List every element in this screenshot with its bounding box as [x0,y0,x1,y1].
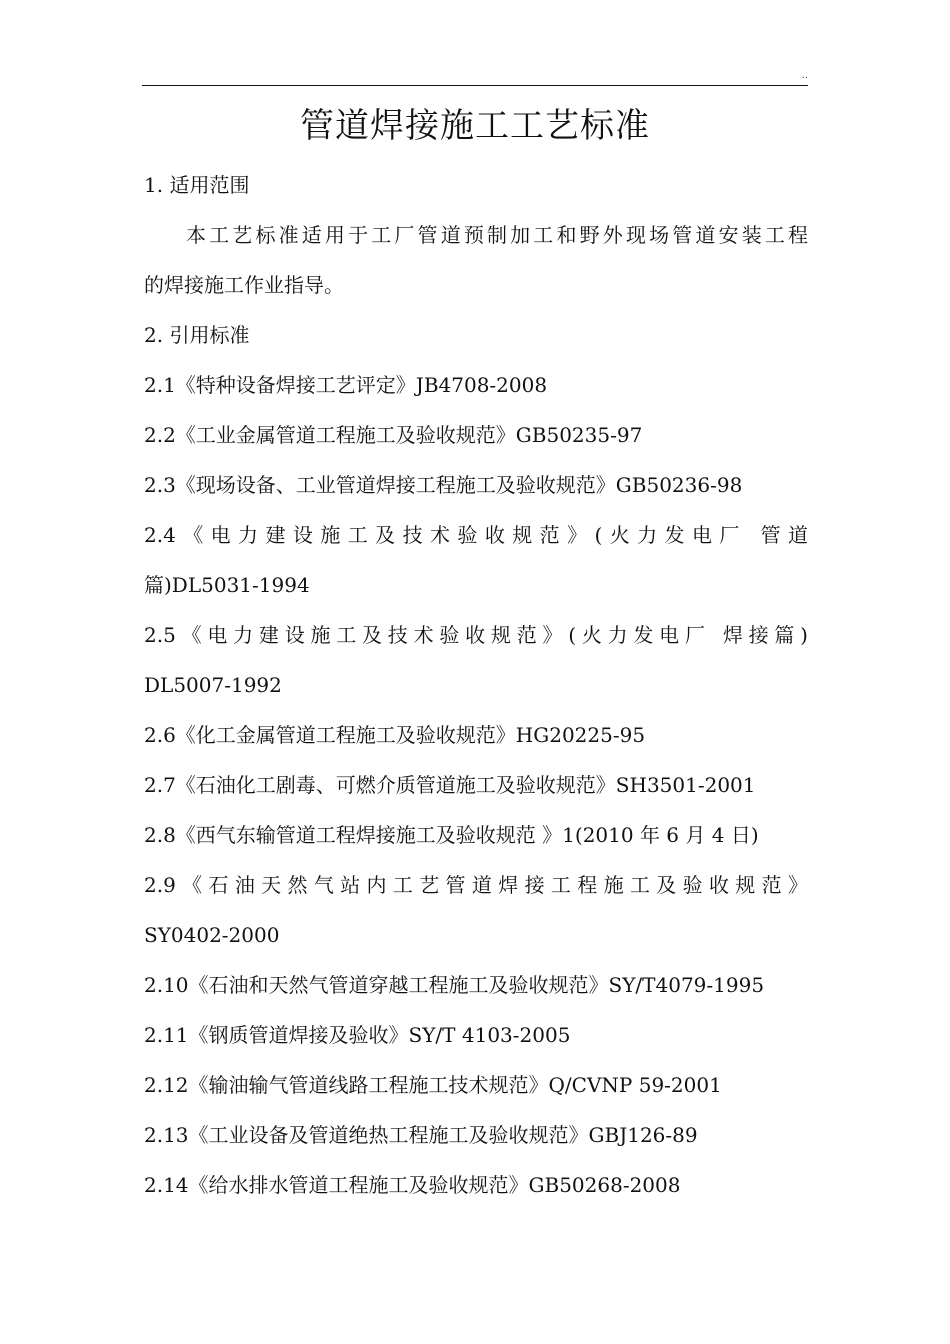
header-mark: .. [801,70,808,81]
reference-item-continued: 篇)DL5031-1994 [144,573,310,597]
section-heading-scope: 1. 适用范围 [144,173,250,197]
reference-item-continued: DL5007-1992 [144,673,282,697]
reference-item: 2.5《电力建设施工及技术验收规范》(火力发电厂 焊接篇) [144,623,808,647]
reference-item: 2.1《特种设备焊接工艺评定》JB4708-2008 [144,373,548,397]
reference-item: 2.2《工业金属管道工程施工及验收规范》GB50235-97 [144,423,643,447]
reference-item: 2.12《输油输气管道线路工程施工技术规范》Q/CVNP 59-2001 [144,1073,722,1097]
reference-item: 2.7《石油化工剧毒、可燃介质管道施工及验收规范》SH3501-2001 [144,773,756,797]
reference-item: 2.13《工业设备及管道绝热工程施工及验收规范》GBJ126-89 [144,1123,698,1147]
paragraph-scope-line-1: 本工艺标准适用于工厂管道预制加工和野外现场管道安装工程 [186,223,808,247]
reference-item: 2.10《石油和天然气管道穿越工程施工及验收规范》SY/T4079-1995 [144,973,765,997]
reference-item: 2.9《石油天然气站内工艺管道焊接工程施工及验收规范》 [144,873,808,897]
reference-item: 2.6《化工金属管道工程施工及验收规范》HG20225-95 [144,723,646,747]
reference-item: 2.11《钢质管道焊接及验收》SY/T 4103-2005 [144,1023,571,1047]
reference-item: 2.8《西气东输管道工程焊接施工及验收规范 》1(2010 年 6 月 4 日) [144,823,759,847]
reference-item: 2.3《现场设备、工业管道焊接工程施工及验收规范》GB50236-98 [144,473,743,497]
paragraph-scope-line-2: 的焊接施工作业指导。 [144,273,344,297]
reference-item: 2.4《电力建设施工及技术验收规范》(火力发电厂 管道 [144,523,808,547]
reference-item: 2.14《给水排水管道工程施工及验收规范》GB50268-2008 [144,1173,681,1197]
reference-item-continued: SY0402-2000 [144,923,280,947]
header-rule [142,85,808,86]
section-heading-references: 2. 引用标准 [144,323,250,347]
document-title: 管道焊接施工工艺标准 [300,106,650,146]
